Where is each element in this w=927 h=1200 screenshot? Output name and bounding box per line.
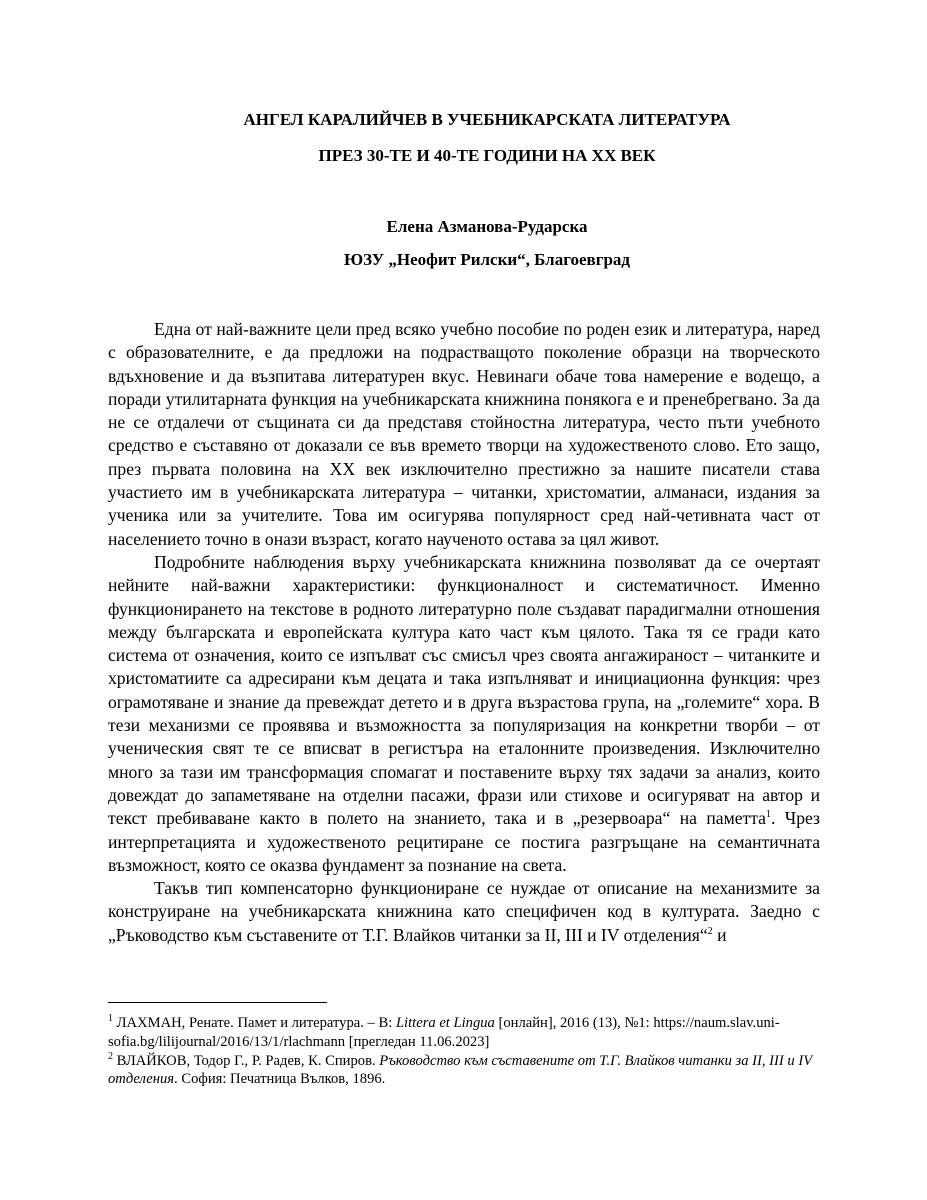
title-line-1: АНГЕЛ КАРАЛИЙЧЕВ В УЧЕБНИКАРСКАТА ЛИТЕРАТУРА	[243, 110, 731, 129]
footnote-1-mark: 1	[108, 1013, 113, 1025]
body-paragraph-3	[108, 877, 820, 947]
paragraph-2-text-a: Подробните наблюдения върху учебникарската книжнина позволяват да се очертаят нейните най-важни характеристики: функционалност и систематичност. Именно функционирането на текстове в родното литературно поле създават парадигмални отношения между българската и европейската култура като част към цялото. Така тя се гради като система от означения, които се изпълват със смисъл чрез своята ангажираност – читанките и христоматиите са адресирани към децата и така изпълняват и инициационна функция: чрез ограмотяване и знание да превеждат детето и в друга възрастова група, на „големите“ хора. В тези механизми се проявява и възможността за популяризация на конкретни творби – от ученическия свят те се вписват в регистъра на еталонните произведения. Изключително много за тази им трансформация спомагат и поставените върху тях задачи за анализ, които довеждат до запаметяване на отделни пасажи, фрази или стихове и осигуряват на автор и текст пребиваване както в полето на знанието, така и в „резервоара“ на паметта	[108, 551, 820, 829]
paragraph-3-text-b: и	[712, 924, 727, 945]
footnote-1-text: ЛАХМАН, Ренате. Памет и литература. – В:	[113, 1015, 396, 1031]
footnote-1-journal: Littera et Lingua	[395, 1015, 495, 1031]
footnote-2-details: . София: Печатница Вълков, 1896.	[174, 1071, 386, 1088]
footnote-1-details: [онлайн], 2016 (13), №1: https://naum.slav.uni-sofia.bg/lilijournal/2016/13/1/rlachmann [прегледан 11.06.2023]	[108, 1015, 780, 1050]
body-paragraph-1: Една от най-важните цели пред всяко учебно пособие по роден език и литература, наред с образователните, е да предложи на подрастващото поколение образци на творческото вдъхновение и да възпитава литературен вкус. Невинаги обаче това намерение е водещо, а поради утилитарната функция на учебникарската книжнина понякога е и пренебрегвано. За да не се отдалечи от същината си да представя стойностна литература, често пъти учебното средство е съставяно от доказали се във времето творци на художественото слово. Ето защо, през първата половина на XX век изключително престижно за нашите писатели става участието им в учебникарската литература – читанки, христоматии, алманаси, издания за ученика или за учителите. Това им осигурява популярност сред най-четивната част от населението точно в онази възраст, когато наученото остава за цял живот.	[108, 319, 820, 549]
article-body	[108, 318, 820, 947]
footnote-2-title: Ръководство към съставените от Т.Г. Влайков читанки за II, III и IV отделения	[108, 1052, 812, 1088]
author-name: Елена Азманова-Рударска	[386, 217, 588, 236]
footnote-ref-1[interactable]: 1	[765, 809, 771, 821]
body-paragraph-2	[108, 551, 820, 877]
footnote-2	[108, 1052, 820, 1090]
author-affiliation: ЮЗУ „Неофит Рилски“, Благоевград	[343, 250, 631, 269]
footnote-2-text: ВЛАЙКОВ, Тодор Г., Р. Радев, К. Спиров.	[113, 1052, 380, 1069]
title-line-2: ПРЕЗ 30-ТЕ И 40-ТЕ ГОДИНИ НА XX ВЕК	[318, 146, 656, 165]
footnote-1	[108, 1014, 820, 1052]
paragraph-2-text-b: . Чрез интерпретацията и художественото рецитиране се постига разгръщане на семантичната възможност, която се оказва фундамент за познание на света.	[108, 808, 820, 875]
footnote-2-mark: 2	[108, 1050, 113, 1062]
footnote-separator	[108, 1002, 327, 1003]
footnote-ref-2[interactable]: 2	[707, 925, 713, 937]
paragraph-3-text-a: Такъв тип компенсаторно функциониране се нуждае от описание на механизмите за конструиране на учебникарската книжнина като специфичен код в културата. Заедно с „Ръководство към съставените от Т.Г. Влайков читанки за II, III и IV отделения“	[108, 878, 820, 945]
footnotes	[108, 1014, 820, 1089]
